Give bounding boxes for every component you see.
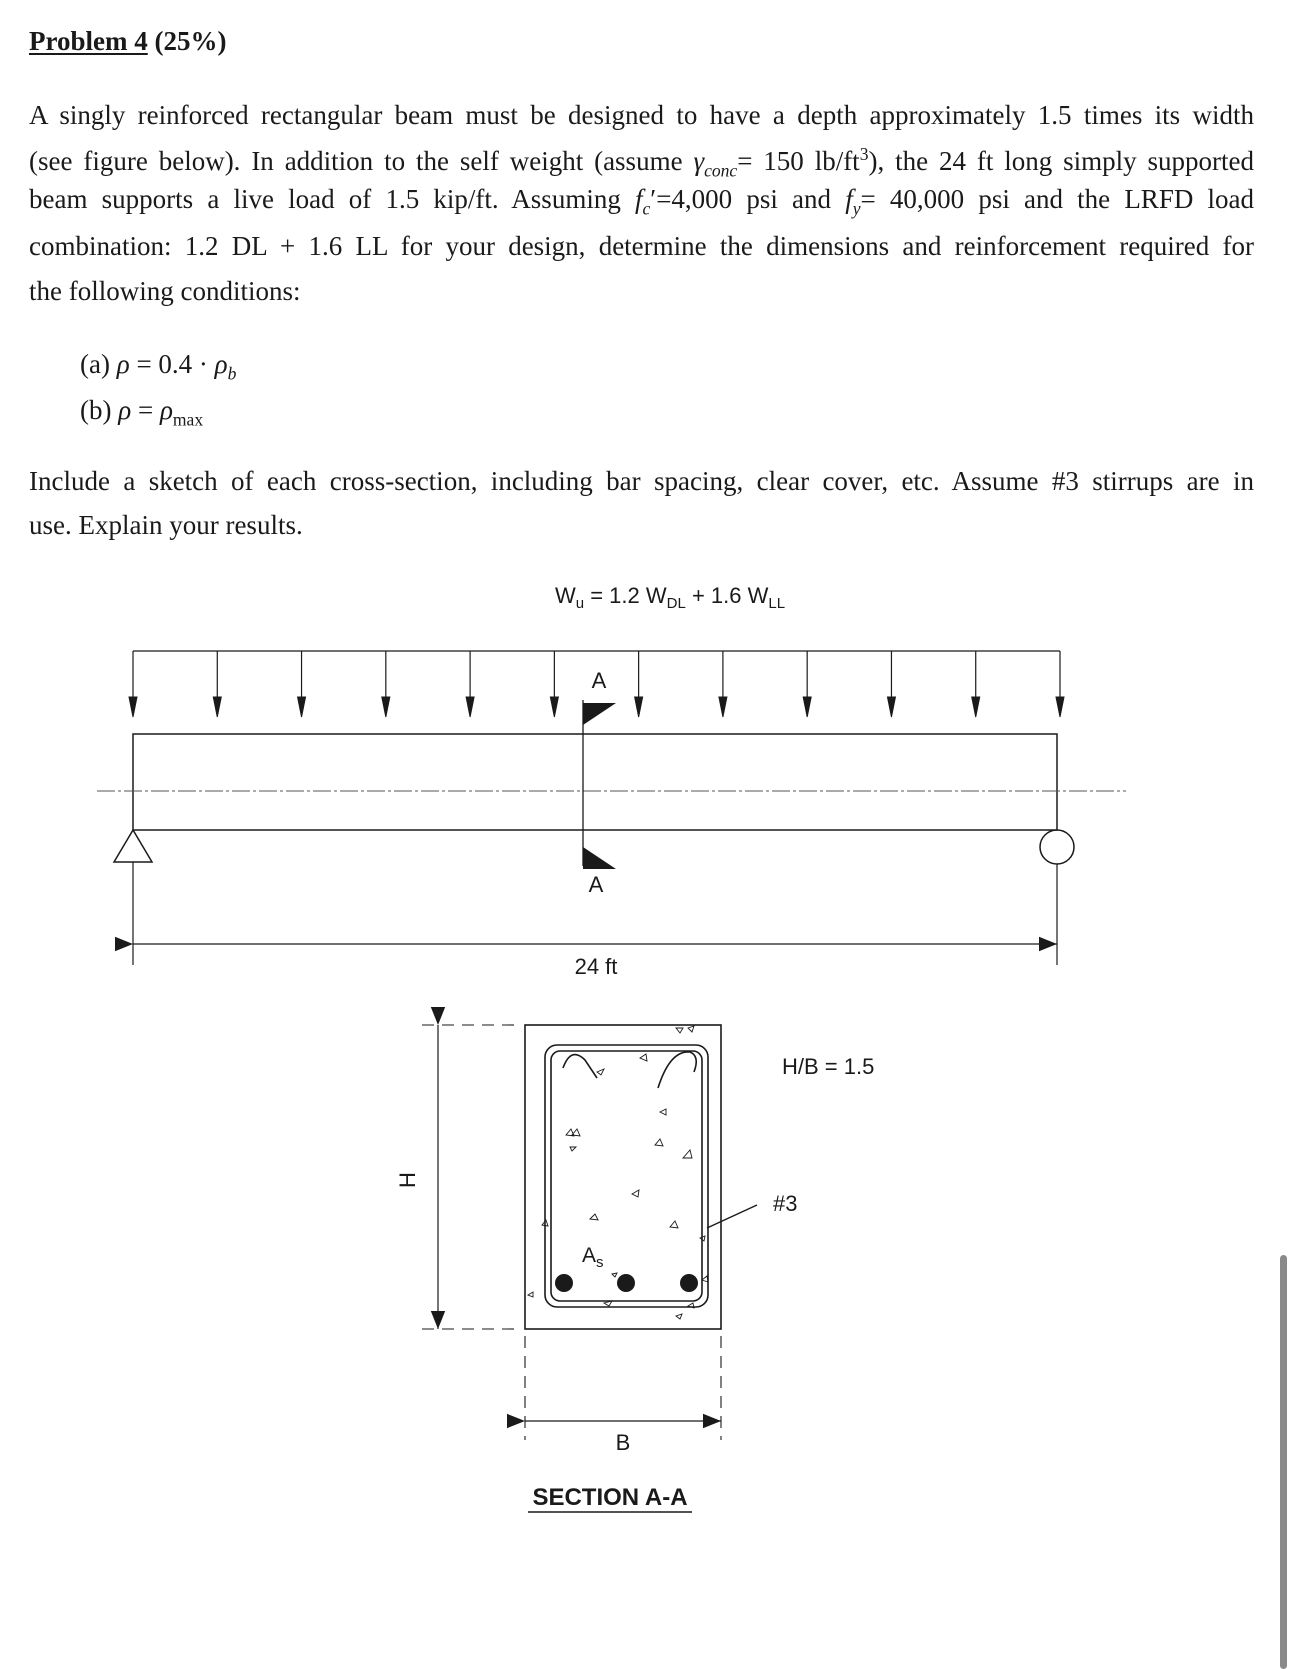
width-label: B	[615, 1430, 631, 1455]
stirrup-hook-right	[658, 1052, 696, 1088]
vertical-scrollbar[interactable]	[1276, 1255, 1290, 1669]
load-arrow-head	[129, 697, 137, 717]
load-arrow-head	[550, 697, 558, 717]
section-label-bottom: A	[588, 872, 604, 897]
load-arrow-head	[466, 697, 474, 717]
pin-support	[114, 830, 152, 862]
problem-number: Problem 4	[29, 26, 148, 56]
stirrup-hook-left	[563, 1055, 597, 1078]
beam-elevation	[133, 734, 1057, 830]
ratio-label: H/B = 1.5	[782, 1054, 875, 1079]
load-arrow-head	[635, 697, 643, 717]
instructions-line-1: Include a sketch of each cross-section, including bar spacing, clear cover, etc. Assume #3 stirrups are in	[29, 466, 1254, 496]
stirrup-label: #3	[773, 1191, 798, 1216]
load-arrow-head	[803, 697, 811, 717]
steel-area-label: $A_s$	[582, 1244, 604, 1271]
load-arrow-head	[719, 697, 727, 717]
body-line-5: the following conditions:	[29, 276, 301, 306]
condition-a: (a) $\rho = 0.4 \cdot \rho_b$	[80, 349, 237, 384]
rebar-right	[680, 1274, 698, 1292]
height-label: H	[395, 1172, 420, 1188]
rebar-left	[555, 1274, 573, 1292]
load-arrow-head	[298, 697, 306, 717]
load-arrow-head	[887, 697, 895, 717]
section-arrow-top	[583, 703, 616, 725]
section-arrow-bottom	[583, 847, 616, 869]
instructions-line-2: use. Explain your results.	[29, 510, 303, 540]
beam-figure	[0, 560, 1180, 1669]
body-line-4: combination: 1.2 DL + 1.6 LL for your design, determine the dimensions and reinforcement required for	[29, 231, 1254, 261]
load-arrow-head	[213, 697, 221, 717]
aggregate-marks	[528, 1026, 708, 1319]
problem-title	[29, 26, 226, 57]
span-label: 24 ft	[574, 954, 618, 979]
stirrup-outer	[545, 1045, 708, 1307]
condition-b: (b) $\rho = \rho_{max}$	[80, 395, 204, 430]
gamma-symbol: γ	[693, 146, 705, 176]
section-title: SECTION A-A	[532, 1484, 688, 1511]
roller-support	[1040, 830, 1074, 864]
load-arrow-head	[382, 697, 390, 717]
rebar-middle	[617, 1274, 635, 1292]
stirrup-inner	[551, 1051, 702, 1301]
load-arrow-head	[1056, 697, 1064, 717]
stirrup-leader	[707, 1205, 757, 1228]
load-equation: $W_u = 1.2$ $W_{DL} + 1.6$ $W_{LL}$	[555, 583, 786, 612]
body-line-2: (see figure below). In addition to the self weight (assume $\gamma_{conc}= 150$ $lb/ft^3$), the 24 ft long simply supported	[29, 144, 1254, 181]
section-label-top: A	[591, 668, 607, 693]
body-line-1: A singly reinforced rectangular beam must be designed to have a depth approximately 1.5 times its width	[29, 100, 1254, 130]
problem-weight: (25%)	[154, 26, 227, 56]
body-line-3: beam supports a live load of 1.5 kip/ft. Assuming $f_c'=4,000$ psi and $f_y= 40,000$ psi and the LRFD load	[29, 184, 1254, 219]
scrollbar-thumb[interactable]	[1280, 1255, 1287, 1669]
load-arrow-head	[972, 697, 980, 717]
